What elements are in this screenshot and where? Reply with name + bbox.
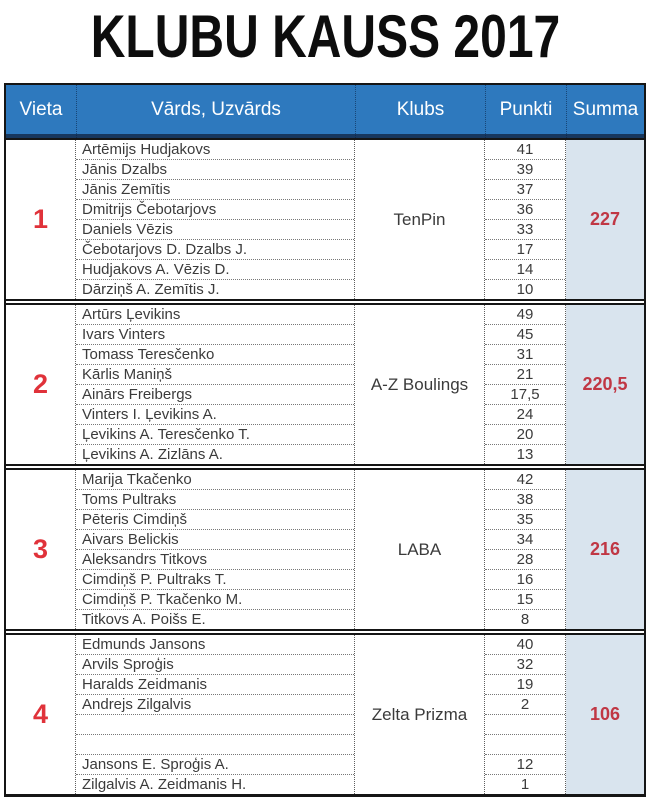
player-name-cell: Marija Tkačenko xyxy=(76,470,354,490)
player-points-cell: 17,5 xyxy=(485,385,565,405)
total-value: 216 xyxy=(589,539,621,559)
player-points-cell: 13 xyxy=(516,446,534,463)
col-header-vieta: Vieta xyxy=(19,98,63,120)
club-cell xyxy=(355,470,485,629)
place-value: 2 xyxy=(32,369,49,399)
player-name-cell: Cimdiņš P. Pultraks T. xyxy=(76,570,354,590)
player-name-cell: Daniels Vēzis xyxy=(76,220,354,240)
place-value: 3 xyxy=(32,534,49,564)
player-name-cell: Dmitrijs Čebotarjovs xyxy=(76,200,354,220)
player-name-cell: Ļevikins A. Zizlāns A. xyxy=(82,446,223,463)
player-name-cell: Edmunds Jansons xyxy=(76,635,354,655)
club-cell xyxy=(355,305,485,464)
player-points-cell: 12 xyxy=(485,755,565,775)
total-cell xyxy=(566,635,644,794)
place-cell xyxy=(6,305,76,464)
player-name-cell: Artūrs Ļevikins xyxy=(76,305,354,325)
total-cell xyxy=(566,470,644,629)
players-column xyxy=(76,470,355,629)
player-points-cell: 32 xyxy=(485,655,565,675)
player-points-cell: 42 xyxy=(485,470,565,490)
player-points-cell: 10 xyxy=(516,281,534,298)
player-points-cell: 14 xyxy=(485,260,565,280)
player-points-cell: 1 xyxy=(520,776,530,793)
col-header-name: Vārds, Uzvārds xyxy=(76,85,355,138)
col-header-klubs: Klubs xyxy=(355,85,485,138)
points-column xyxy=(485,140,566,299)
players-column xyxy=(76,140,355,299)
player-name-cell: Jānis Dzalbs xyxy=(76,160,354,180)
player-points-cell: 19 xyxy=(485,675,565,695)
player-points-cell: 37 xyxy=(485,180,565,200)
player-name-cell: Cimdiņš P. Tkačenko M. xyxy=(76,590,354,610)
col-header-summa: Summa xyxy=(566,85,644,138)
player-name-cell: Kārlis Maniņš xyxy=(76,365,354,385)
player-points-cell: 24 xyxy=(485,405,565,425)
player-name-cell: Aivars Belickis xyxy=(76,530,354,550)
player-name-cell xyxy=(76,715,354,735)
players-column xyxy=(76,635,355,794)
player-name-cell xyxy=(76,735,354,755)
player-name-cell: Andrejs Zilgalvis xyxy=(76,695,354,715)
player-points-cell: 49 xyxy=(485,305,565,325)
club-cell xyxy=(355,140,485,299)
total-value: 227 xyxy=(589,209,621,229)
player-points-cell: 34 xyxy=(485,530,565,550)
player-name-cell: Ivars Vinters xyxy=(76,325,354,345)
players-column xyxy=(76,305,355,464)
club-name: LABA xyxy=(397,539,442,559)
club-group-3 xyxy=(6,464,644,629)
player-name-cell: Artēmijs Hudjakovs xyxy=(76,140,354,160)
points-column xyxy=(485,635,566,794)
player-points-cell: 31 xyxy=(485,345,565,365)
player-points-cell: 45 xyxy=(485,325,565,345)
place-value: 4 xyxy=(32,699,49,729)
player-name-cell: Hudjakovs A. Vēzis D. xyxy=(76,260,354,280)
player-name-cell: Arvils Sproģis xyxy=(76,655,354,675)
total-value: 220,5 xyxy=(582,374,628,394)
player-points-cell: 16 xyxy=(485,570,565,590)
player-name-cell: Pēteris Cimdiņš xyxy=(76,510,354,530)
points-column xyxy=(485,470,566,629)
player-points-cell: 21 xyxy=(485,365,565,385)
player-name-cell: Jansons E. Sproģis A. xyxy=(76,755,354,775)
player-points-cell: 38 xyxy=(485,490,565,510)
place-value: 1 xyxy=(32,204,49,234)
player-points-cell: 15 xyxy=(485,590,565,610)
place-cell xyxy=(6,635,76,794)
total-value: 106 xyxy=(589,704,621,724)
player-points-cell: 8 xyxy=(520,611,530,628)
player-name-cell: Aleksandrs Titkovs xyxy=(76,550,354,570)
club-cell xyxy=(355,635,485,794)
player-name-cell: Ainārs Freibergs xyxy=(76,385,354,405)
results-table xyxy=(4,83,646,797)
points-column xyxy=(485,305,566,464)
club-name: TenPin xyxy=(393,209,446,229)
club-group-2 xyxy=(6,299,644,464)
player-name-cell: Haralds Zeidmanis xyxy=(76,675,354,695)
player-name-cell: Dārziņš A. Zemītis J. xyxy=(82,281,220,298)
player-points-cell: 33 xyxy=(485,220,565,240)
player-name-cell: Jānis Zemītis xyxy=(76,180,354,200)
player-points-cell: 40 xyxy=(485,635,565,655)
player-points-cell xyxy=(485,715,565,735)
player-name-cell: Tomass Teresčenko xyxy=(76,345,354,365)
total-cell xyxy=(566,305,644,464)
club-group-4 xyxy=(6,629,644,794)
player-name-cell: Toms Pultraks xyxy=(76,490,354,510)
player-points-cell: 28 xyxy=(485,550,565,570)
player-points-cell: 35 xyxy=(485,510,565,530)
player-name-cell: Zilgalvis A. Zeidmanis H. xyxy=(82,776,247,793)
player-name-cell: Vinters I. Ļevikins A. xyxy=(76,405,354,425)
player-points-cell: 36 xyxy=(485,200,565,220)
club-name: Zelta Prizma xyxy=(371,704,468,724)
club-group-1 xyxy=(6,140,644,299)
table-header-row xyxy=(6,85,644,140)
place-cell xyxy=(6,140,76,299)
player-name-cell: Ļevikins A. Teresčenko T. xyxy=(76,425,354,445)
player-points-cell: 39 xyxy=(485,160,565,180)
place-cell xyxy=(6,470,76,629)
page-title: KLUBU KAUSS 2017 xyxy=(90,3,561,70)
player-name-cell: Titkovs A. Poišs E. xyxy=(82,611,206,628)
player-points-cell: 41 xyxy=(485,140,565,160)
player-name-cell: Čebotarjovs D. Dzalbs J. xyxy=(76,240,354,260)
player-points-cell: 2 xyxy=(485,695,565,715)
player-points-cell: 20 xyxy=(485,425,565,445)
player-points-cell xyxy=(485,735,565,755)
total-cell xyxy=(566,140,644,299)
club-name: A-Z Boulings xyxy=(370,374,469,394)
player-points-cell: 17 xyxy=(485,240,565,260)
col-header-punkti: Punkti xyxy=(485,85,566,138)
